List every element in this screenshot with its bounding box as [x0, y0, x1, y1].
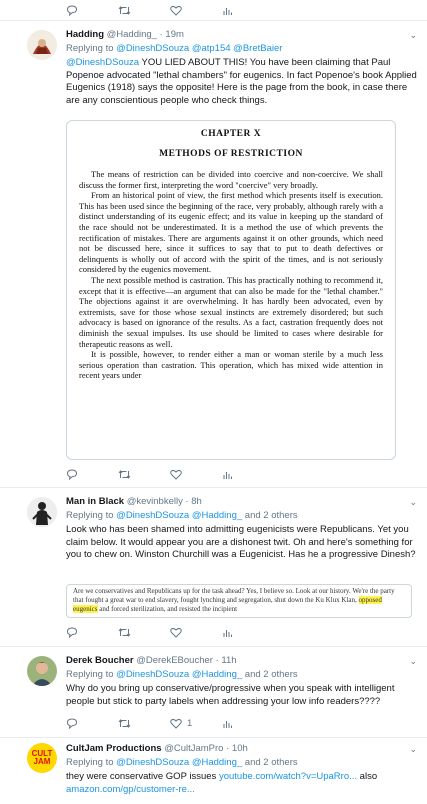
display-name[interactable]: Man in Black [66, 496, 125, 507]
book-paragraph: It is possible, however, to render either a man or woman sterile by a much less serious operation than castration. This operation, which has mixed wide attention in recent years under [79, 349, 383, 381]
avatar[interactable] [27, 743, 57, 773]
mention-link[interactable]: @DineshDSouza [116, 757, 190, 768]
replying-to [66, 510, 417, 522]
tweet-text-body: YOU LIED ABOUT THIS! You have been claiming that Paul Popenoe advocated "lethal chambers" for eugenics. In fact Popenoe's book Applied Eugenics (1918) says the opposite! Here is the page from the book, in case there are any conscientious people who check things. [66, 57, 417, 106]
mention-link[interactable]: @DineshDSouza [116, 43, 190, 54]
user-handle[interactable]: @kevinbkelly [126, 496, 183, 507]
like-icon [170, 5, 182, 16]
replying-to [66, 669, 417, 681]
mention-link[interactable]: @BretBaier [233, 43, 283, 54]
avatar[interactable] [27, 656, 57, 686]
tweet-header [66, 655, 417, 667]
mention-link[interactable]: @Hadding_ [191, 757, 243, 768]
replying-to-label: Replying to [66, 510, 114, 521]
clip-text: Are we conservatives and Republicans up for the task ahead? Yes, I believe so. Look at our history. We're the party that fought a great war to end slavery, fought lynching and segregation, shut down the Ku Klux Klan, [73, 587, 395, 604]
mention-link[interactable]: @Hadding_ [191, 510, 243, 521]
retweet-action[interactable] [118, 4, 170, 16]
analytics-icon [222, 5, 233, 16]
avatar[interactable] [27, 497, 57, 527]
like-action[interactable] [170, 468, 222, 480]
tweet-text [66, 771, 417, 796]
like-icon [170, 718, 182, 729]
tweet-man-in-black[interactable] [0, 488, 427, 647]
mention-link[interactable]: @atp154 [191, 43, 231, 54]
user-handle[interactable]: @DerekEBoucher [136, 655, 213, 666]
analytics-icon [222, 469, 233, 480]
others-count[interactable]: and 2 others [244, 510, 298, 521]
amazon-link[interactable]: amazon.com/gp/customer-re... [66, 783, 195, 795]
chapter-title: METHODS OF RESTRICTION [159, 149, 303, 159]
tweet-derek-boucher[interactable] [0, 647, 427, 738]
analytics-action[interactable] [222, 626, 274, 638]
reply-action[interactable] [66, 626, 118, 638]
chevron-down-icon[interactable]: ⌄ [409, 656, 417, 666]
top-action-bar [66, 4, 274, 16]
analytics-icon [222, 718, 233, 729]
retweet-action[interactable] [118, 717, 170, 729]
like-count: 1 [187, 717, 193, 729]
quoted-text-image[interactable] [66, 584, 412, 618]
like-action[interactable] [170, 4, 222, 16]
mention-link[interactable]: @DineshDSouza [116, 510, 190, 521]
book-page [67, 121, 395, 381]
clip-text: and forced sterilization, and resisted the incipient [97, 604, 238, 613]
chapter-heading: CHAPTER X [200, 129, 262, 139]
timestamp[interactable]: · 8h [185, 496, 202, 507]
analytics-action[interactable] [222, 468, 274, 480]
reply-action[interactable] [66, 468, 118, 480]
replying-to-label: Replying to [66, 43, 114, 54]
like-icon [170, 469, 182, 480]
analytics-action[interactable] [222, 717, 274, 729]
like-action[interactable] [170, 626, 222, 638]
tweet-text-body: also [357, 771, 378, 782]
avatar-logo-text: CULT JAM [31, 749, 53, 766]
chevron-down-icon[interactable]: ⌄ [409, 30, 417, 40]
retweet-icon [118, 627, 131, 638]
analytics-icon [222, 627, 233, 638]
avatar-image [27, 656, 57, 686]
avatar[interactable] [27, 30, 57, 60]
reply-action[interactable] [66, 717, 118, 729]
others-count[interactable]: and 2 others [244, 669, 298, 680]
retweet-icon [118, 469, 131, 480]
comment-icon [66, 469, 78, 480]
replying-to-label: Replying to [66, 757, 114, 768]
chevron-down-icon[interactable]: ⌄ [409, 744, 417, 754]
timestamp[interactable]: · 10h [226, 743, 248, 754]
book-paragraph: The next possible method is castration. This has practically nothing to recommend it, except that it is effective—an argument that can also be made for the "lethal chamber." The objections against it are overwhelming. It has hardly been advocated, even by extremists, save for those whose sexual instincts are extremely disordered; but such advocacy is based on ignorance of the results. As a fact, castration frequently does not diminish the sexual impulses. Its use should be limited to cases where desirable for therapeutic reasons as well. [79, 274, 383, 349]
avatar-image [27, 497, 57, 527]
mention-link[interactable]: @DineshDSouza [116, 669, 190, 680]
tweet-header [66, 743, 417, 755]
tweet-text-body: they were conservative GOP issues [66, 771, 219, 782]
display-name[interactable]: CultJam Productions [66, 743, 162, 754]
timestamp[interactable]: · 11h [215, 655, 237, 666]
retweet-icon [118, 5, 131, 16]
tweet-text: Look who has been shamed into admitting eugenicists were Republicans. Yet you claim below. It would appear you are a dishonest twit. Oh and here's something for you to chew on. Winston Churchill was a Eugenicist. Has he a progressive Dinesh? [66, 524, 416, 560]
tweet-header [66, 496, 417, 508]
book-paragraph: From an historical point of view, the first method which presents itself is execution. This has been used since the beginning of the race, very probably, although rarely with a distinct understanding of its eugenic effect; and its value in keeping up the standard of the race should not be underestimated. It is a method the use of which prevents the rectification of mistakes. There are arguments against it on other grounds, which need not be discussed here, since it suffices to say that to put to death defectives or delinquents is wholly out of accord with the spirit of the times, and is not seriously considered by the eugenics movement. [79, 190, 383, 275]
user-handle[interactable]: @CultJamPro [164, 743, 224, 754]
mention-link[interactable]: @Hadding_ [191, 669, 243, 680]
chevron-down-icon[interactable]: ⌄ [409, 497, 417, 507]
comment-icon [66, 718, 78, 729]
display-name[interactable]: Derek Boucher [66, 655, 134, 666]
user-handle[interactable]: @Hadding_ [106, 29, 157, 40]
highlighted-text: opposed eugenics [73, 595, 382, 613]
comment-icon [66, 627, 78, 638]
mention-link[interactable]: @DineshDSouza [66, 57, 140, 68]
book-paragraph: The means of restriction can be divided into coercive and non-coercive. We shall discuss the former first, interpreting the word "coercive" very broadly. [79, 169, 383, 190]
tweet-hadding[interactable] [0, 21, 427, 488]
retweet-icon [118, 718, 131, 729]
tweet-actions [66, 626, 274, 638]
avatar-image [27, 30, 57, 60]
replying-to-label: Replying to [66, 669, 114, 680]
book-page-image[interactable] [66, 120, 396, 460]
tweet-cultjam[interactable] [0, 738, 427, 804]
like-action[interactable] [170, 717, 222, 729]
replying-to [66, 43, 417, 55]
tweet-header [66, 29, 417, 41]
like-icon [170, 627, 182, 638]
analytics-action[interactable] [222, 4, 274, 16]
retweet-action[interactable] [118, 468, 170, 480]
reply-action[interactable] [66, 4, 118, 16]
comment-icon [66, 5, 78, 16]
tweet-text [66, 57, 417, 107]
youtube-link[interactable]: youtube.com/watch?v=UpaRro... [218, 771, 358, 782]
retweet-action[interactable] [118, 626, 170, 638]
tweet-actions [66, 468, 274, 480]
timestamp[interactable]: · 19m [159, 29, 184, 40]
replying-to [66, 757, 417, 769]
others-count[interactable]: and 2 others [244, 757, 298, 768]
display-name[interactable]: Hadding [66, 29, 104, 40]
tweet-actions [66, 717, 274, 729]
tweet-text: Why do you bring up conservative/progressive when you speak with intelligent people but stick to party labels when addressing your low info readers???? [66, 683, 395, 707]
